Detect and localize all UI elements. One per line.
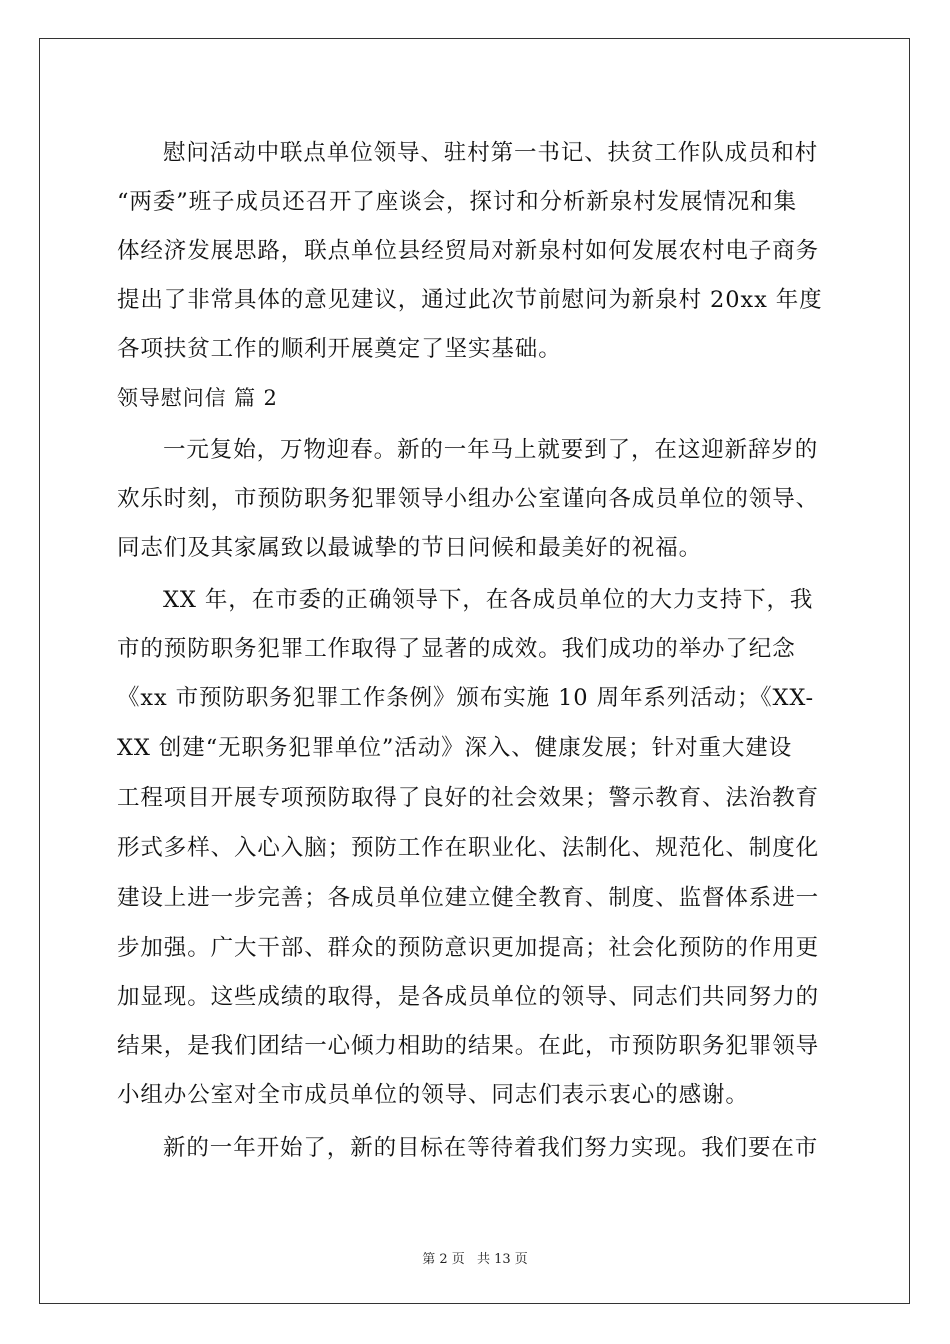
text-line: 结果，是我们团结一心倾力相助的结果。在此，市预防职务犯罪领导 [117, 1033, 820, 1059]
text-line: 同志们及其家属致以最诚挚的节日问候和最美好的祝福。 [117, 535, 703, 561]
text-line: XX 创建“无职务犯罪单位”活动》深入、健康发展；针对重大建设 [117, 735, 793, 761]
page-number: 第 2 页 [422, 1252, 465, 1267]
text-line: XX 年，在市委的正确领导下，在各成员单位的大力支持下，我 [163, 587, 814, 613]
text-line: 市的预防职务犯罪工作取得了显著的成效。我们成功的举办了纪念 [117, 636, 796, 662]
text-line: 欢乐时刻，市预防职务犯罪领导小组办公室谨向各成员单位的领导、 [117, 486, 820, 512]
page-border [39, 38, 910, 1304]
text-line: 建设上进一步完善；各成员单位建立健全教育、制度、监督体系进一 [117, 885, 820, 911]
text-line: 体经济发展思路，联点单位县经贸局对新泉村如何发展农村电子商务 [117, 238, 820, 264]
section-heading: 领导慰问信 篇 2 [117, 386, 278, 410]
text-line: 慰问活动中联点单位领导、驻村第一书记、扶贫工作队成员和村 [163, 140, 819, 166]
text-line: 《xx 市预防职务犯罪工作条例》颁布实施 10 周年系列活动；《XX- [117, 685, 815, 711]
text-line: 提出了非常具体的意见建议，通过此次节前慰问为新泉村 20xx 年度 [117, 287, 823, 313]
text-line: 新的一年开始了，新的目标在等待着我们努力实现。我们要在市 [163, 1135, 819, 1161]
text-line: 步加强。广大干部、群众的预防意识更加提高；社会化预防的作用更 [117, 935, 820, 961]
text-line: “两委”班子成员还召开了座谈会，探讨和分析新泉村发展情况和集 [117, 189, 798, 215]
text-line: 各项扶贫工作的顺利开展奠定了坚实基础。 [117, 336, 562, 362]
page-total: 共 13 页 [476, 1252, 528, 1267]
text-line: 工程项目开展专项预防取得了良好的社会效果；警示教育、法治教育 [117, 785, 820, 811]
text-line: 形式多样、入心入脑；预防工作在职业化、法制化、规范化、制度化 [117, 835, 820, 861]
text-line: 小组办公室对全市成员单位的领导、同志们表示衷心的感谢。 [117, 1082, 749, 1108]
page-footer [0, 1248, 950, 1267]
text-line: 一元复始，万物迎春。新的一年马上就要到了，在这迎新辞岁的 [163, 437, 819, 463]
text-line: 加显现。这些成绩的取得，是各成员单位的领导、同志们共同努力的 [117, 984, 820, 1010]
